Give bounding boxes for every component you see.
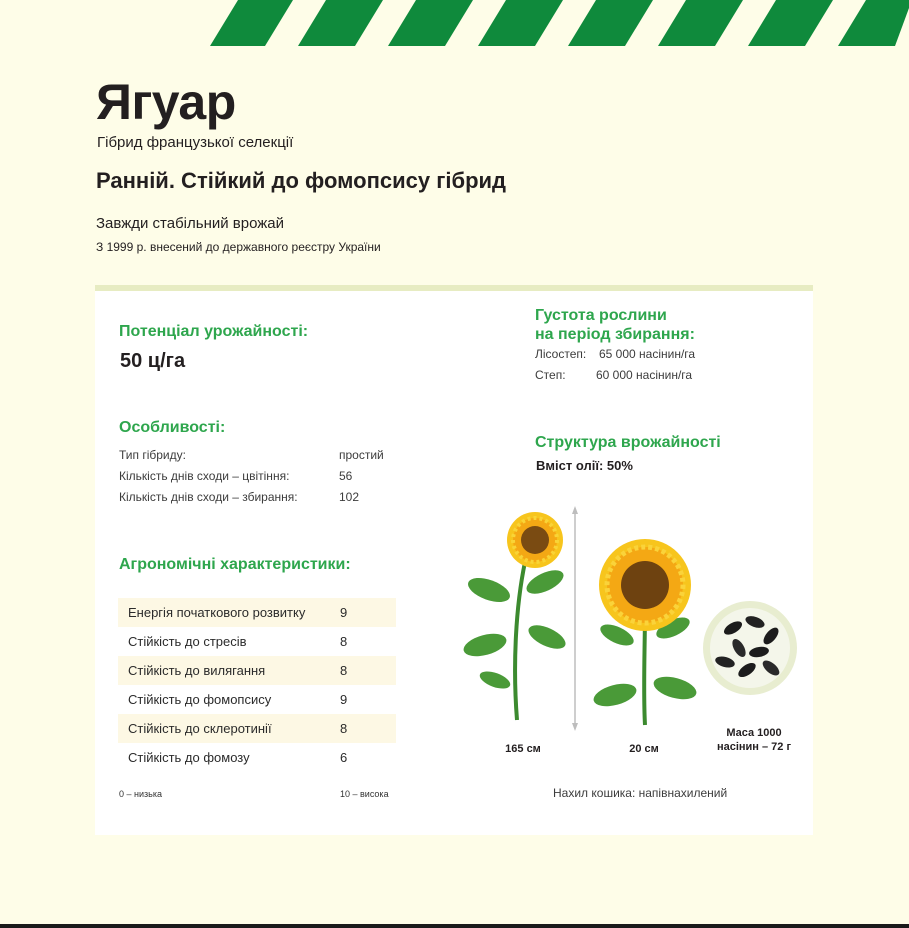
table-row (118, 598, 396, 627)
row-value: 6 (340, 750, 348, 765)
row-value: 9 (340, 692, 348, 707)
scale-low-note: 0 – низька (119, 789, 162, 799)
registry-text: З 1999 р. внесений до державного реєстру України (96, 240, 381, 254)
oil-content: Вміст олії: 50% (536, 458, 633, 473)
tagline: Ранній. Стійкий до фомопсису гібрид (96, 168, 506, 193)
row-label: Енергія початкового розвитку (128, 605, 306, 620)
row-value: 8 (340, 663, 348, 678)
feature-label: Кількість днів сходи – цвітіння: (119, 469, 290, 483)
features-heading: Особливості: (119, 419, 226, 436)
density-heading-line1: Густота рослини (535, 307, 667, 324)
seed-mass-caption-line1: Маса 1000 (726, 727, 782, 739)
row-value: 8 (340, 634, 348, 649)
bottom-bar (0, 924, 909, 928)
row-label: Стійкість до стресів (128, 634, 247, 649)
density-label: Лісостеп: (535, 347, 587, 361)
structure-heading: Структура врожайності (535, 434, 721, 451)
density-value: 60 000 насінин/га (596, 368, 693, 382)
row-label: Стійкість до вилягання (128, 663, 266, 678)
table-row (118, 743, 396, 772)
density-heading-line2: на період збирання: (535, 326, 695, 343)
row-label: Стійкість до фомозу (128, 750, 250, 765)
stable-yield-text: Завжди стабільний врожай (96, 215, 285, 232)
plant-height-caption: 165 см (505, 743, 541, 755)
density-label: Степ: (535, 368, 566, 382)
agronomic-heading: Агрономічні характеристики: (119, 556, 351, 573)
yield-value: 50 ц/га (120, 350, 186, 372)
head-angle-text: Нахил кошика: напівнахилений (553, 786, 728, 800)
yield-heading: Потенціал урожайності: (119, 323, 309, 340)
feature-label: Тип гібриду: (119, 448, 186, 462)
height-arrow-icon (572, 506, 578, 731)
row-label: Стійкість до склеротинії (128, 721, 272, 736)
table-row (118, 627, 396, 656)
seed-mass-caption-line2: насінин – 72 г (716, 741, 792, 753)
density-value: 65 000 насінин/га (599, 347, 696, 361)
head-diameter-caption: 20 см (629, 743, 659, 755)
page-title: Ягуар (96, 74, 236, 130)
seeds-icon (703, 601, 797, 695)
row-label: Стійкість до фомопсису (128, 692, 272, 707)
row-value: 9 (340, 605, 348, 620)
tall-sunflower-icon (461, 512, 569, 720)
sunflower-illustration (455, 500, 805, 735)
agronomic-table (118, 598, 396, 772)
feature-label: Кількість днів сходи – збирання: (119, 490, 298, 504)
header-stripes (0, 0, 909, 46)
subtitle: Гібрид французької селекції (97, 134, 294, 151)
table-row (118, 656, 396, 685)
scale-high-note: 10 – висока (340, 789, 389, 799)
medium-sunflower-icon (591, 539, 699, 725)
table-row (118, 685, 396, 714)
feature-value: простий (339, 448, 384, 462)
feature-value: 56 (339, 469, 353, 483)
feature-value: 102 (339, 490, 360, 504)
table-row (118, 714, 396, 743)
row-value: 8 (340, 721, 348, 736)
